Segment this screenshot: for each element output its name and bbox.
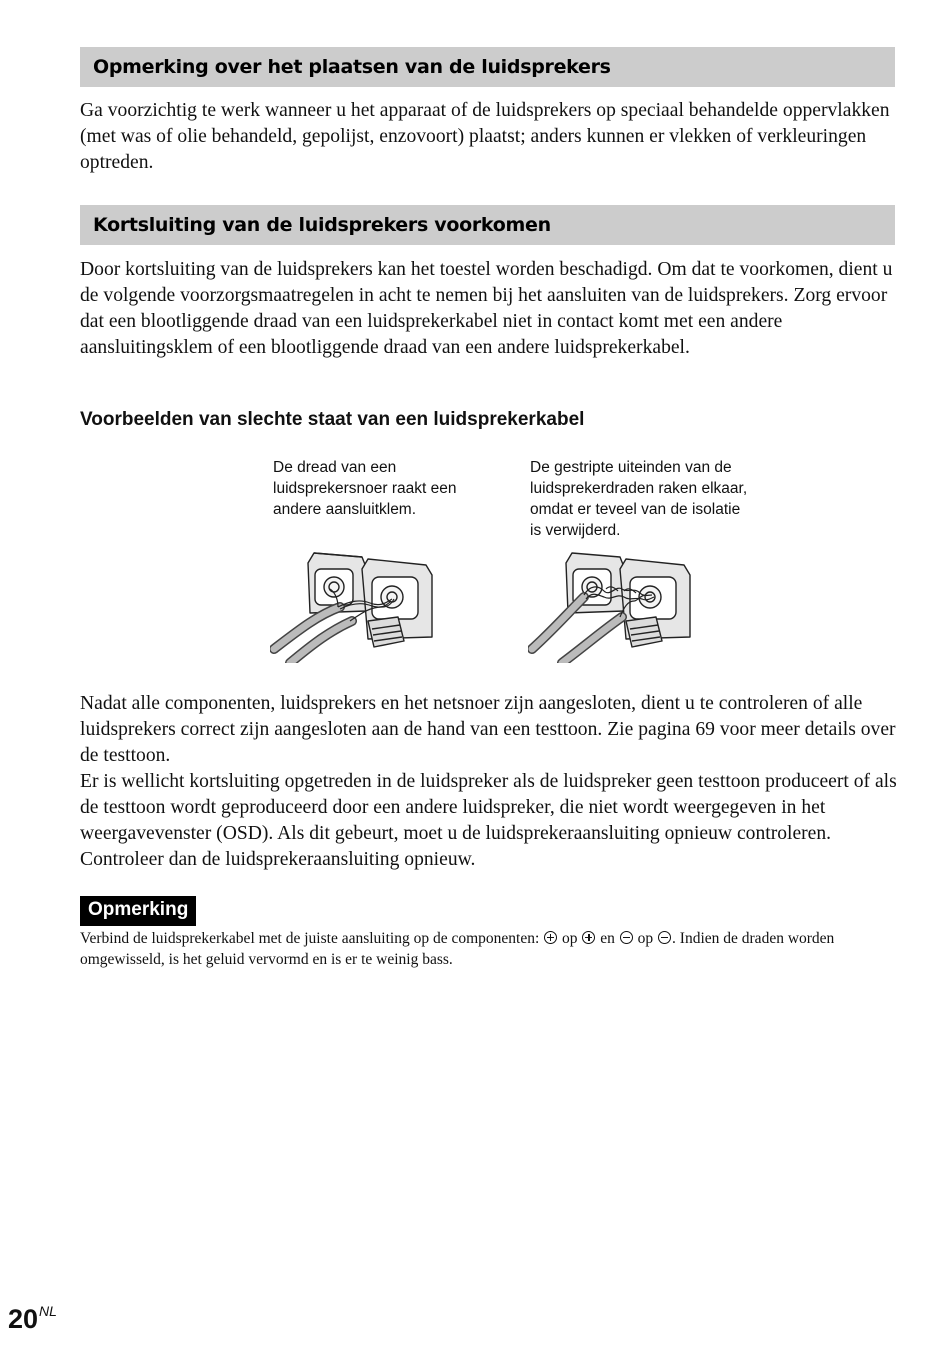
placement-paragraph	[80, 98, 900, 176]
note-text-op-2: op	[633, 930, 658, 947]
note-label: Opmerking	[80, 896, 196, 926]
note-text-part-2: . Indien de draden worden omgewisseld, is het geluid vervormd en is er te weinig bass.	[80, 930, 835, 968]
examples-subheading: Voorbeelden van slechte staat van een luidsprekerkabel	[80, 409, 585, 430]
minus-circle-icon	[620, 931, 633, 944]
figure-caption-1: De dread van een luidsprekersnoer raakt een andere aansluitklem.	[273, 459, 457, 518]
note-text	[80, 928, 900, 970]
page-number-value: 20	[8, 1304, 39, 1334]
page-language: NL	[39, 1303, 57, 1319]
short-circuit-paragraph	[80, 257, 900, 361]
placement-text: Ga voorzichtig te werk wanneer u het apparaat of de luidsprekers op speciaal behandelde oppervlakken (met was of olie behandeld, gepolijst, enzovoort) plaatst; anders kunnen er vlekken of verkleuringen optreden.	[80, 100, 890, 173]
test-tone-paragraphs	[80, 691, 900, 873]
note-text-part-1: Verbind de luidsprekerkabel met de juiste aansluiting op de componenten:	[80, 930, 544, 947]
short-circuit-text: Door kortsluiting van de luidsprekers kan het toestel worden beschadigd. Om dat te voorkomen, dient u de volgende voorzorgsmaatregelen in acht te nemen bij het aansluiten van de luidsprekers. Zorg ervoor dat een blootliggende draad van een luidsprekerkabel niet in contact komt met een andere aansluitingsklem of een blootliggende draad van een andere luidsprekerkabel.	[80, 259, 893, 358]
section-heading-placement: Opmerking over het plaatsen van de luidsprekers	[80, 47, 895, 87]
plus-circle-icon	[544, 931, 557, 944]
minus-circle-icon	[658, 931, 671, 944]
page-number	[8, 1303, 57, 1335]
speaker-terminal-wires-twisted-icon	[528, 545, 698, 663]
plus-circle-icon	[582, 931, 595, 944]
section-heading-short-circuit: Kortsluiting van de luidsprekers voorkomen	[80, 205, 895, 245]
note-text-op-1: op	[558, 930, 582, 947]
note-text-en: en	[596, 930, 619, 947]
speaker-terminal-wire-touching-icon	[270, 545, 440, 663]
test-tone-paragraph-2: Er is wellicht kortsluiting opgetreden in de luidspreker als de luidspreker geen testtoon produceert of als de testtoon wordt geproduceerd door een andere luidspreker, die niet wordt weergegeven in het weergavevenster (OSD). Als dit gebeurt, moet u de luidsprekeraansluiting opnieuw controleren. Controleer dan de luidsprekeraansluiting opnieuw.	[80, 771, 897, 870]
figure-caption-2: De gestripte uiteinden van de luidsprekerdraden raken elkaar, omdat er teveel van de isolatie is verwijderd.	[530, 459, 748, 539]
test-tone-paragraph-1: Nadat alle componenten, luidsprekers en het netsnoer zijn aangesloten, dient u te controleren of alle luidsprekers correct zijn aangesloten aan de hand van een testtoon. Zie pagina 69 voor meer details over de testtoon.	[80, 693, 896, 766]
